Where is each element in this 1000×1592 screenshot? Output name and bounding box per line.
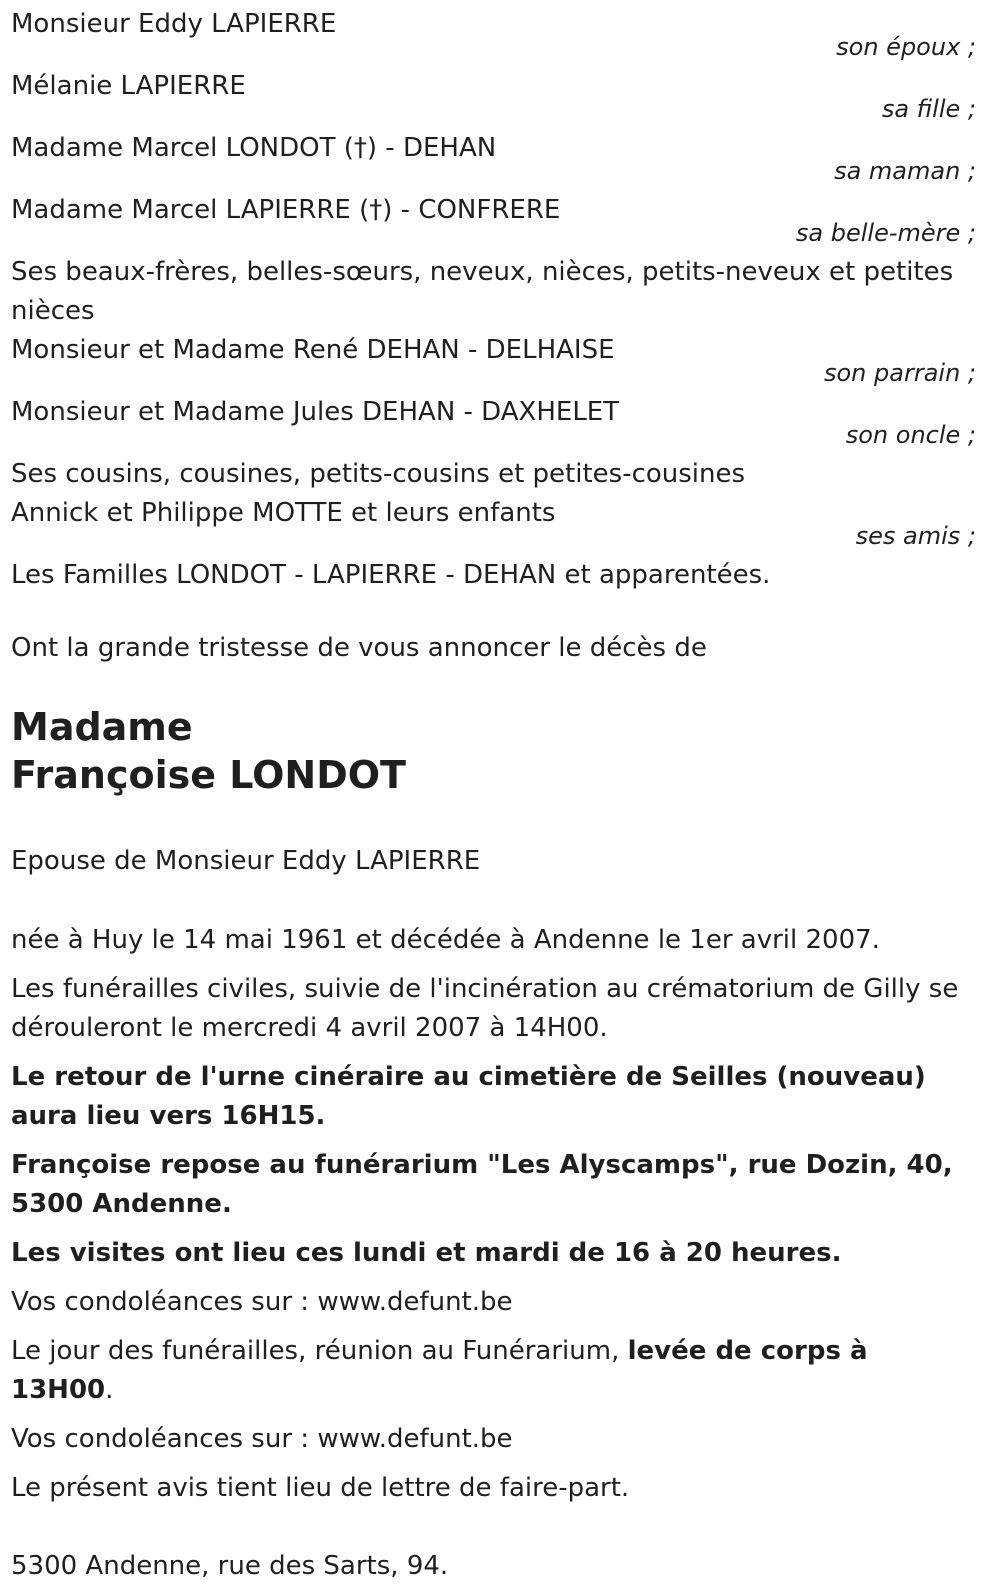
meeting-bold-text: levée de corps à 13H00	[11, 1336, 868, 1405]
relative-role: sa belle-mère ;	[795, 219, 976, 247]
announcement-line: Ont la grande tristesse de vous annoncer le décès de	[11, 633, 707, 663]
relative-entry	[11, 191, 976, 245]
relative-role: son époux ;	[836, 33, 976, 61]
relative-name: Monsieur et Madame Jules DEHAN - DAXHELET	[11, 397, 620, 427]
relative-role: son parrain ;	[823, 359, 976, 387]
relative-role: ses amis ;	[855, 522, 976, 550]
relative-name: Madame Marcel LONDOT (†) - DEHAN	[11, 133, 497, 163]
relative-role: sa fille ;	[881, 95, 976, 123]
relative-name: Madame Marcel LAPIERRE (†) - CONFRERE	[11, 195, 561, 225]
resting-place-paragraph: Françoise repose au funérarium "Les Alyscamps", rue Dozin, 40, 5300 Andenne.	[11, 1150, 953, 1219]
relative-entry	[11, 67, 976, 121]
visits-paragraph: Les visites ont lieu ces lundi et mardi de 16 à 20 heures.	[11, 1238, 842, 1268]
families-line: Les Familles LONDOT - LAPIERRE - DEHAN et apparentées.	[11, 560, 771, 590]
in-laws-line: Ses beaux-frères, belles-sœurs, neveux, nièces, petits-neveux et petites nièces	[11, 257, 954, 326]
meeting-text: Le jour des funérailles, réunion au Funérarium,	[11, 1336, 628, 1366]
cousins-line: Ses cousins, cousines, petits-cousins et petites-cousines	[11, 459, 746, 489]
deceased-full-name: Françoise LONDOT	[11, 753, 406, 797]
condolences-line: Vos condoléances sur : www.defunt.be	[11, 1424, 513, 1454]
deceased-name	[11, 703, 976, 799]
relative-name: Monsieur Eddy LAPIERRE	[11, 9, 337, 39]
notice-line: Le présent avis tient lieu de lettre de faire-part.	[11, 1473, 630, 1503]
relative-role: sa maman ;	[834, 157, 976, 185]
relative-name: Mélanie LAPIERRE	[11, 71, 246, 101]
relative-entry	[11, 494, 976, 548]
address-line: 5300 Andenne, rue des Sarts, 94.	[11, 1551, 449, 1581]
meeting-end: .	[105, 1375, 114, 1405]
relative-name: Annick et Philippe MOTTE et leurs enfants	[11, 498, 556, 528]
meeting-paragraph	[11, 1332, 976, 1410]
spouse-line: Epouse de Monsieur Eddy LAPIERRE	[11, 846, 481, 876]
relative-role: son oncle ;	[845, 421, 976, 449]
condolences-line: Vos condoléances sur : www.defunt.be	[11, 1287, 513, 1317]
deceased-title: Madame	[11, 705, 193, 749]
funeral-paragraph: Les funérailles civiles, suivie de l'incinération au crématorium de Gilly se dérouleront le mercredi 4 avril 2007 à 14H00.	[11, 974, 959, 1043]
relative-entry	[11, 129, 976, 183]
urn-return-paragraph: Le retour de l'urne cinéraire au cimetière de Seilles (nouveau) aura lieu vers 16H15.	[11, 1062, 926, 1131]
relative-entry	[11, 5, 976, 59]
birth-death-line: née à Huy le 14 mai 1961 et décédée à Andenne le 1er avril 2007.	[11, 925, 880, 955]
relative-entry	[11, 331, 976, 385]
relative-name: Monsieur et Madame René DEHAN - DELHAISE	[11, 335, 615, 365]
relative-entry	[11, 393, 976, 447]
